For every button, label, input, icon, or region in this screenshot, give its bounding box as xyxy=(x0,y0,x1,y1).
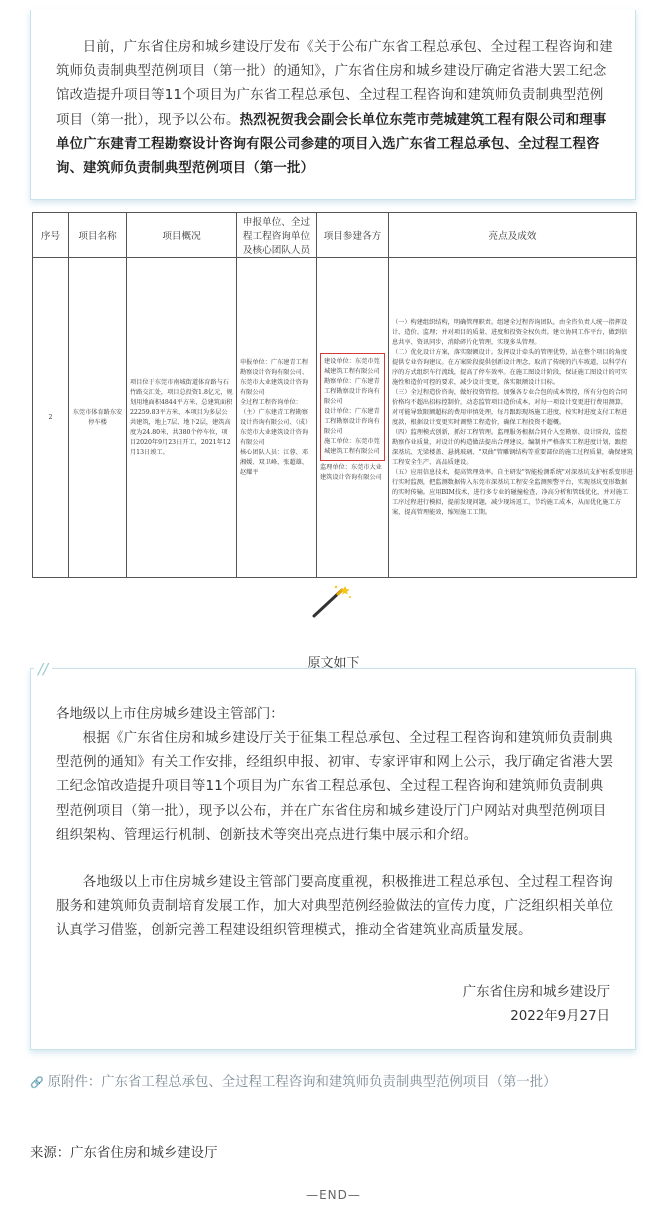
intro-text: 日前，广东省住房和城乡建设厅发布《关于公布广东省工程总承包、全过程工程咨询和建筑师负责制典型范例项目（第一批）的通知》，广东省住房和城乡建设厅确定省港大罢工纪念馆改造提升项目等11个项目为广东省工程总承包、全过程工程咨询和建筑师负责制典型范例项目（第一批），现予以公布。 xyxy=(56,40,613,128)
intro-card xyxy=(30,10,636,200)
notice-salutation: 各地级以上市住房城乡建设主管部门： xyxy=(56,707,284,722)
attachment-text: 原附件：广东省工程总承包、全过程工程咨询和建筑师负责制典型范例项目（第一批） xyxy=(47,1075,557,1090)
notice-date: 2022年9月27日 xyxy=(510,1009,610,1024)
parties-extra: 监理单位：东莞市大业建筑设计咨询有限公司 xyxy=(320,463,382,481)
attachment-link[interactable] xyxy=(30,1072,640,1094)
cell-highlights: （一）构建组织结构，明确管理职责。组建全过程咨询团队，由全咨负责人统一指挥设计、造价、监理；并对项目的质量、进度和投资全权负责。建立协同工作平台，做到信息共享、资讯同步，消除碎片化管理，实现多头管理。 （二）优化设计方案，落实限额设计。发挥设计牵头的管理优势，站在整个项目的角度提供专业咨询建议。在方案阶段提供创新设计理念，取消了传统的汽车坡道，以科学有序的方式组织车行流线，提高了停车效率。在施工图设计阶段，保证施工图设计的可实施性和造价可控的要求，减少设计变更，落实限额设计目标。 （三）全过程造价咨询，做好投资管控。加强各专业合包的成本管控，所有分包的合同价格均不超出招标控制价，动态监管项目造价成本，对每一项设计变更进行费用测算，对可能导致限额超标的费用审慎处理，每月跟踪现场施工进度，按实时进度支付工程进度款，根据设计变更实时调整工程造价，确保工程投资不超概。 （四）监理模式创新，抓好工程管理。监理服务根据合同介入至勘察、设计阶段，监控勘察作业质量，对设计的构造做法提出合理建议。编制并严格落实工程进度计划，跟控深基坑、无梁楼盖、悬挑玻璃、"双曲"管雕钢结构等重要部位的施工过程质量，确保建筑工程安全生产、高品质建设。 （五）应用信息技术，提高管理效率。自主研发"智能检测系统"对深基坑支护桩系变形进行实时监测，把监测数据传入东莞市深基坑工程安全监测预警平台，实现基坑变形数据的实时传输。应用BIM技术，进行多专业的碰撞检查，净高分析和管线优化，并对施工工序过程进行模拟，提前发现问题，减少现场返工，节约施工成本，从而优化施工方案，提高管理能效，缩短施工工期。 xyxy=(389,258,637,578)
cell-overview: 项目位于东莞市南城街道体育路与石竹路交汇处，项目总投资1.8亿元，规划用地面积4844平方米，总建筑面积22259.83平方米，本项目为多层公共建筑，地上7层、地下2层，建筑高度为24.80米，共380个停车位，项目2020年9月23日开工，2021年12月13日竣工。 xyxy=(127,258,237,578)
table-header-row xyxy=(33,213,637,258)
notice-paragraph-2: 各地级以上市住房城乡建设主管部门要高度重视，积极推进工程总承包、全过程工程咨询服务和建筑师负责制培育发展工作，加大对典型范例经验做法的宣传力度，广泛组织相关单位认真学习借鉴，创新完善工程建设组织管理模式，推动全省建筑业高质量发展。 xyxy=(56,875,614,939)
cell-no: 2 xyxy=(33,258,69,578)
header-name: 项目名称 xyxy=(69,213,127,258)
magic-wand-icon xyxy=(308,584,352,620)
project-table xyxy=(32,212,637,578)
notice-signer: 广东省住房和城乡建设厅 xyxy=(462,985,610,1000)
notice-card xyxy=(30,668,636,1050)
header-applicant: 申报单位、全过程工程咨询单位及核心团队人员 xyxy=(237,213,317,258)
intro-paragraph xyxy=(56,36,616,181)
figure-caption: 原文如下 xyxy=(307,656,360,671)
cell-parties xyxy=(317,258,389,578)
source-text: 来源：广东省住房和城乡建设厅 xyxy=(30,1146,218,1161)
header-highlights: 亮点及成效 xyxy=(389,213,637,258)
project-table-image xyxy=(32,212,636,578)
header-overview: 项目概况 xyxy=(127,213,237,258)
link-icon: 🔗 xyxy=(30,1076,44,1089)
quote-mark-icon: // xyxy=(34,660,52,678)
table-row xyxy=(33,258,637,578)
cell-applicant: 申报单位：广东建青工程勘察设计咨询有限公司、东莞市大业建筑设计咨询有限公司 全过程工程咨询单位：（主）广东建青工程勘察设计咨询有限公司、（成）东莞市大业建筑设计咨询有限公司 核心团队人员：江蓉、邓湘媛、双卫峰、张超雄、赵耀平 xyxy=(237,258,317,578)
header-parties: 项目参建各方 xyxy=(317,213,389,258)
cell-name: 东莞市体育路东安停车楼 xyxy=(69,258,127,578)
highlight-box: 建设单位：东莞市莞城建筑工程有限公司 勘察单位：广东建青工程勘察设计咨询有限公司 设计单位：广东建青工程勘察设计咨询有限公司 施工单位：东莞市莞城建筑工程有限公司 xyxy=(320,353,385,461)
end-mark: —END— xyxy=(306,1188,361,1202)
intro-bold-text: 热烈祝贺我会副会长单位东莞市莞城建筑工程有限公司和理事单位广东建青工程勘察设计咨询有限公司参建的项目入选广东省工程总承包、全过程工程咨询、建筑师负责制典型范例项目（第一批） xyxy=(56,112,607,177)
notice-paragraph-1: 根据《广东省住房和城乡建设厅关于征集工程总承包、全过程工程咨询和建筑师负责制典型范例的通知》有关工作安排，经组织申报、初审、专家评审和网上公示，我厅确定省港大罢工纪念馆改造提升项目等11个项目为广东省工程总承包、全过程工程咨询和建筑师负责制典型范例项目（第一批），现予以公布，并在广东省住房和城乡建设厅门户网站对典型范例项目组织架构、管理运行机制、创新技术等突出亮点进行集中展示和介绍。 xyxy=(56,731,614,843)
header-no: 序号 xyxy=(33,213,69,258)
